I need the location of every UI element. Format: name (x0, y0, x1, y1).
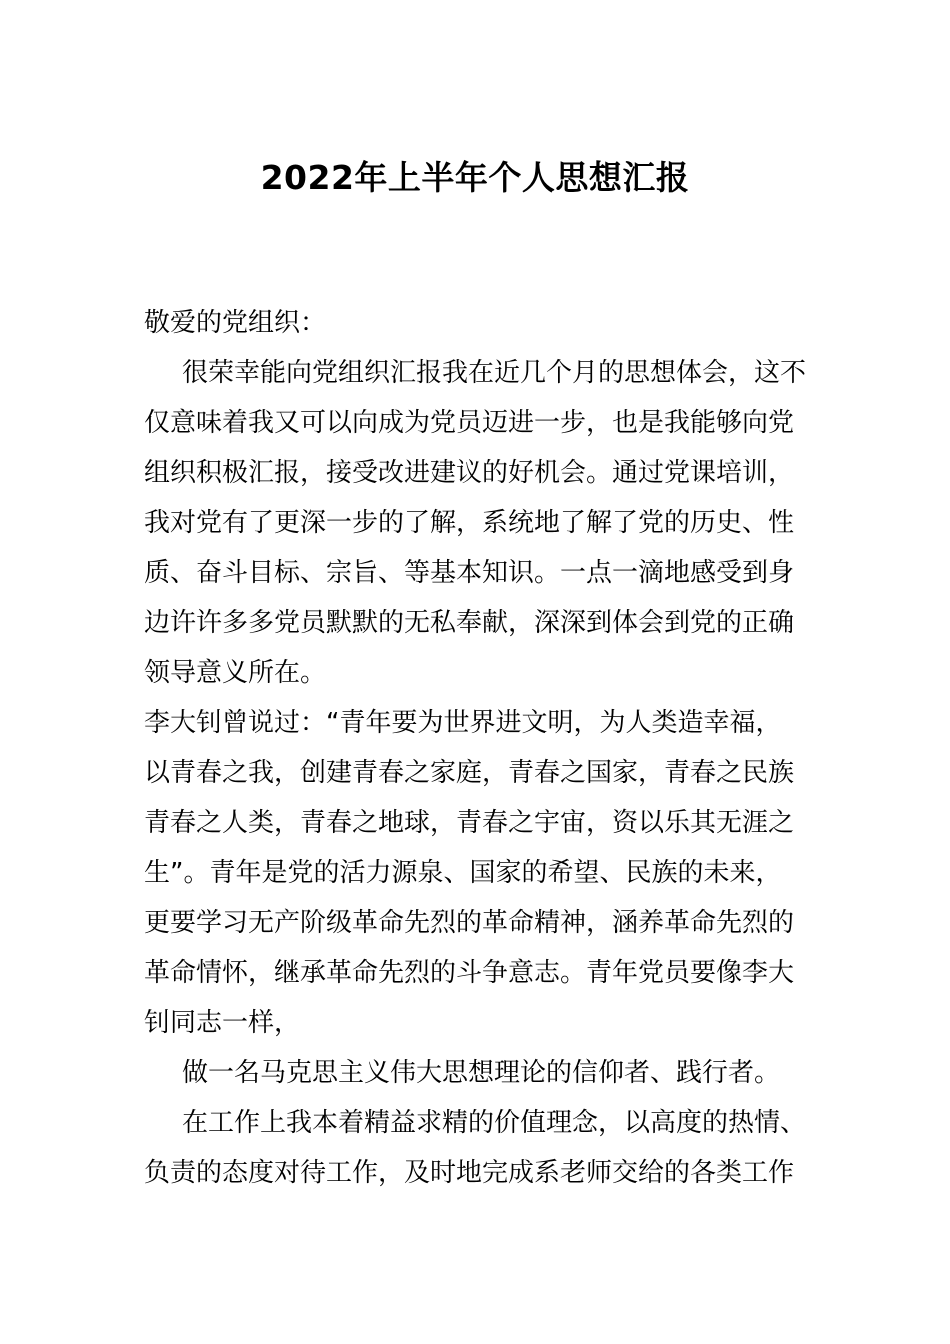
body-text-line: 以青春之我，创建青春之家庭，青春之国家，青春之民族 (144, 758, 795, 788)
body-text-line: 李大钊曾说过：“青年要为世界进文明，为人类造幸福， (144, 708, 782, 738)
body-text-line: 青春之人类，青春之地球，青春之宇宙，资以乐其无涯之 (144, 808, 795, 838)
body-text-line: 很荣幸能向党组织汇报我在近几个月的思想体会，这不 (182, 358, 807, 388)
body-text-line: 敬爱的党组织： (144, 308, 327, 338)
body-text-line: 更要学习无产阶级革命先烈的革命精神，涵养革命先烈的 (144, 908, 795, 938)
body-text-line: 在工作上我本着精益求精的价值理念，以高度的热情、 (182, 1108, 807, 1138)
document-title: 2022年上半年个人思想汇报 (260, 158, 690, 197)
body-text-line: 负责的态度对待工作，及时地完成系老师交给的各类工作 (144, 1158, 795, 1188)
body-text-line: 革命情怀，继承革命先烈的斗争意志。青年党员要像李大 (144, 958, 795, 988)
body-text-line: 仅意味着我又可以向成为党员迈进一步，也是我能够向党 (144, 408, 795, 438)
body-text-line: 组织积极汇报，接受改进建议的好机会。通过党课培训， (144, 458, 795, 488)
document-body (144, 298, 806, 1198)
body-text-line: 我对党有了更深一步的了解，系统地了解了党的历史、性 (144, 508, 795, 538)
body-text-line: 做一名马克思主义伟大思想理论的信仰者、践行者。 (182, 1058, 781, 1088)
body-text-line: 钊同志一样， (144, 1008, 301, 1038)
body-text-line: 边许许多多党员默默的无私奉献，深深到体会到党的正确 (144, 608, 795, 638)
body-text-line: 领导意义所在。 (144, 658, 327, 688)
body-text-line: 质、奋斗目标、宗旨、等基本知识。一点一滴地感受到身 (144, 558, 795, 588)
body-text-line: 生”。青年是党的活力源泉、国家的希望、民族的未来， (144, 858, 782, 888)
